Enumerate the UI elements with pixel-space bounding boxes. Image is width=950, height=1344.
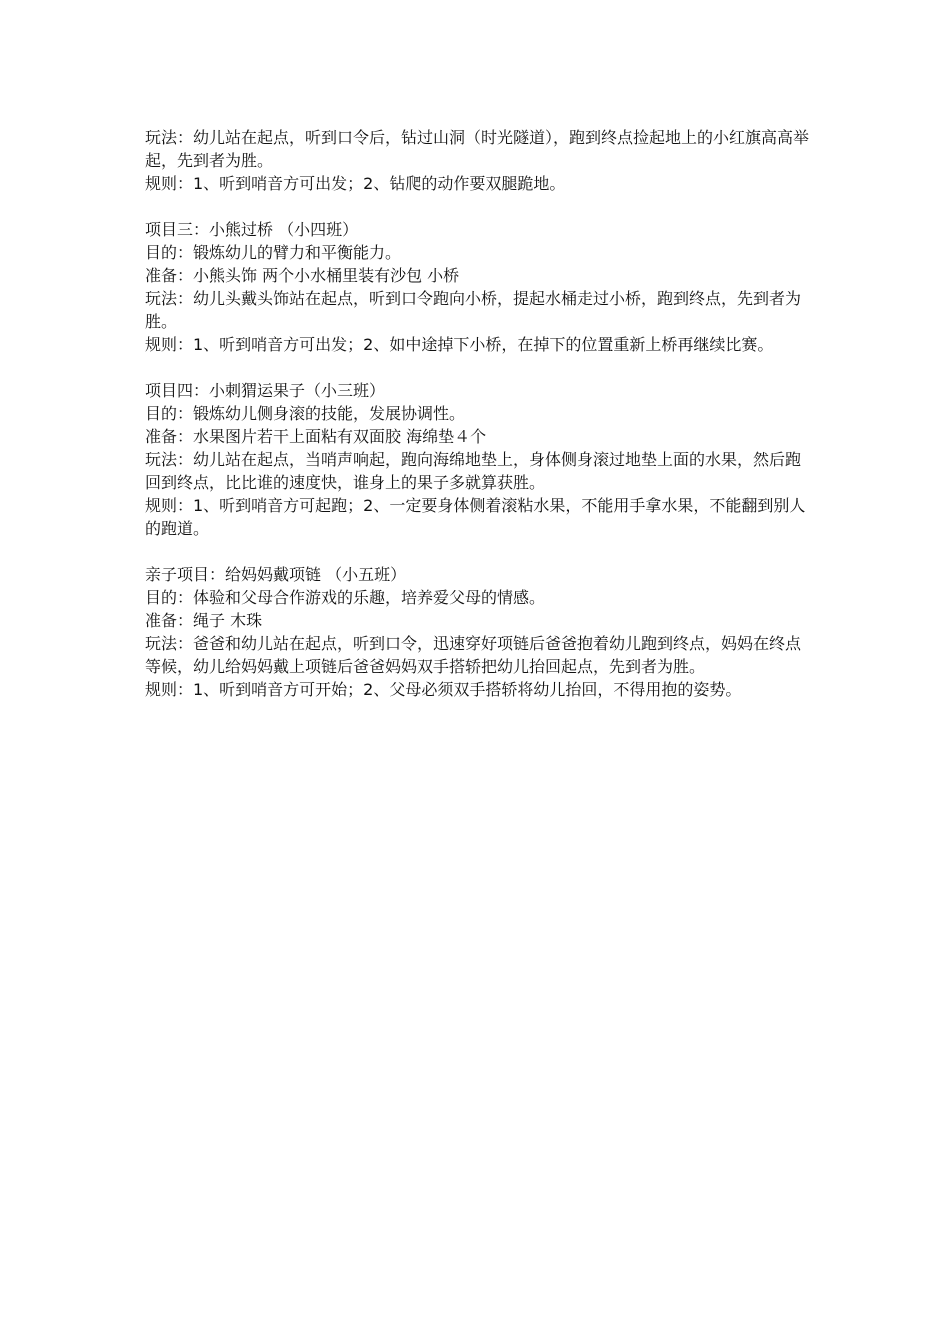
section3-goal: 目的：锻炼幼儿的臂力和平衡能力。 (145, 243, 402, 262)
paragraph-gap (145, 540, 810, 563)
section5-goal: 目的：体验和父母合作游戏的乐趣，培养爱父母的情感。 (145, 588, 546, 607)
section3-rules: 规则：1、听到哨音方可出发；2、如中途掉下小桥，在掉下的位置重新上桥再继续比赛。 (145, 335, 774, 354)
section4-title: 项目四：小刺猬运果子（小三班） (145, 381, 386, 400)
section5-rules: 规则：1、听到哨音方可开始；2、父母必须双手搭轿将幼儿抬回，不得用抱的姿势。 (145, 680, 742, 699)
section4-prep: 准备：水果图片若干上面粘有双面胶 海绵垫４个 (145, 427, 487, 446)
section5-title: 亲子项目：给妈妈戴项链 （小五班） (145, 565, 407, 584)
section2-rules: 规则：1、听到哨音方可出发；2、钻爬的动作要双腿跪地。 (145, 174, 566, 193)
section4-rules: 规则：1、听到哨音方可起跑；2、一定要身体侧着滚粘水果，不能用手拿水果，不能翻到别人的跑道。 (145, 496, 806, 538)
section4-goal: 目的：锻炼幼儿侧身滚的技能，发展协调性。 (145, 404, 466, 423)
section2-play: 玩法：幼儿站在起点，听到口令后，钻过山洞（时光隧道），跑到终点捡起地上的小红旗高高举起，先到者为胜。 (145, 128, 810, 170)
document-page (145, 126, 810, 701)
section4-play: 玩法：幼儿站在起点，当哨声响起，跑向海绵地垫上，身体侧身滚过地垫上面的水果，然后跑回到终点，比比谁的速度快，谁身上的果子多就算获胜。 (145, 450, 802, 492)
section3-prep: 准备：小熊头饰 两个小水桶里装有沙包 小桥 (145, 266, 460, 285)
section3-title: 项目三：小熊过桥 （小四班） (145, 220, 359, 239)
paragraph-gap (145, 195, 810, 218)
paragraph-gap (145, 356, 810, 379)
section5-prep: 准备：绳子 木珠 (145, 611, 263, 630)
section5-play: 玩法：爸爸和幼儿站在起点，听到口令，迅速穿好项链后爸爸抱着幼儿跑到终点，妈妈在终点等候，幼儿给妈妈戴上项链后爸爸妈妈双手搭轿把幼儿抬回起点，先到者为胜。 (145, 634, 802, 676)
section3-play: 玩法：幼儿头戴头饰站在起点，听到口令跑向小桥，提起水桶走过小桥，跑到终点，先到者为胜。 (145, 289, 802, 331)
